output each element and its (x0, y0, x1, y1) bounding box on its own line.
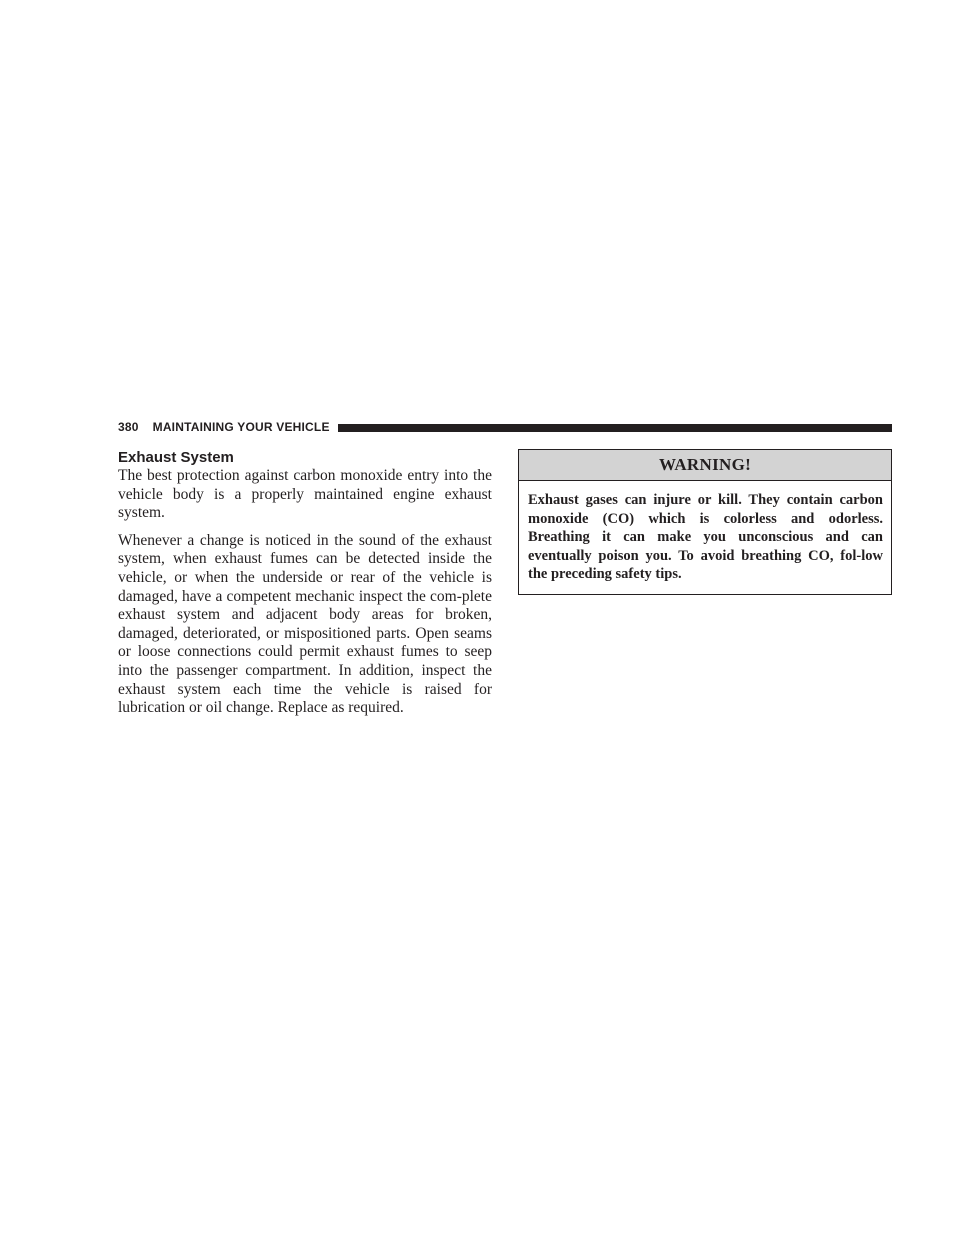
paragraph-2: Whenever a change is noticed in the sound of the exhaust system, when exhaust fumes can be detected inside the vehicle, or when the underside or rear of the vehicle is damaged, have a competent mechanic inspect the com-plete exhaust system and adjacent body areas for broken, damaged, deteriorated, or mispositioned parts. Open seams or loose connections could permit exhaust fumes to seep into the passenger compartment. In addition, inspect the exhaust system each time the vehicle is raised for lubrication or oil change. Replace as required. (118, 531, 492, 717)
left-column (118, 448, 492, 718)
page-number: 380 (118, 420, 139, 434)
header-rule (338, 424, 892, 432)
warning-text: Exhaust gases can injure or kill. They contain carbon monoxide (CO) which is colorless and odorless. Breathing it can make you unconscious and can eventually poison you. To avoid breathing CO, fol-low the preceding safety tips. (528, 492, 883, 583)
warning-title: WARNING! (519, 450, 891, 481)
page-header (118, 419, 892, 435)
exhaust-system-heading: Exhaust System (118, 449, 234, 466)
warning-box (518, 449, 892, 595)
paragraph-1: The best protection against carbon monoxide entry into the vehicle body is a properly maintained engine exhaust system. (118, 467, 492, 522)
section-title: MAINTAINING YOUR VEHICLE (152, 420, 330, 434)
